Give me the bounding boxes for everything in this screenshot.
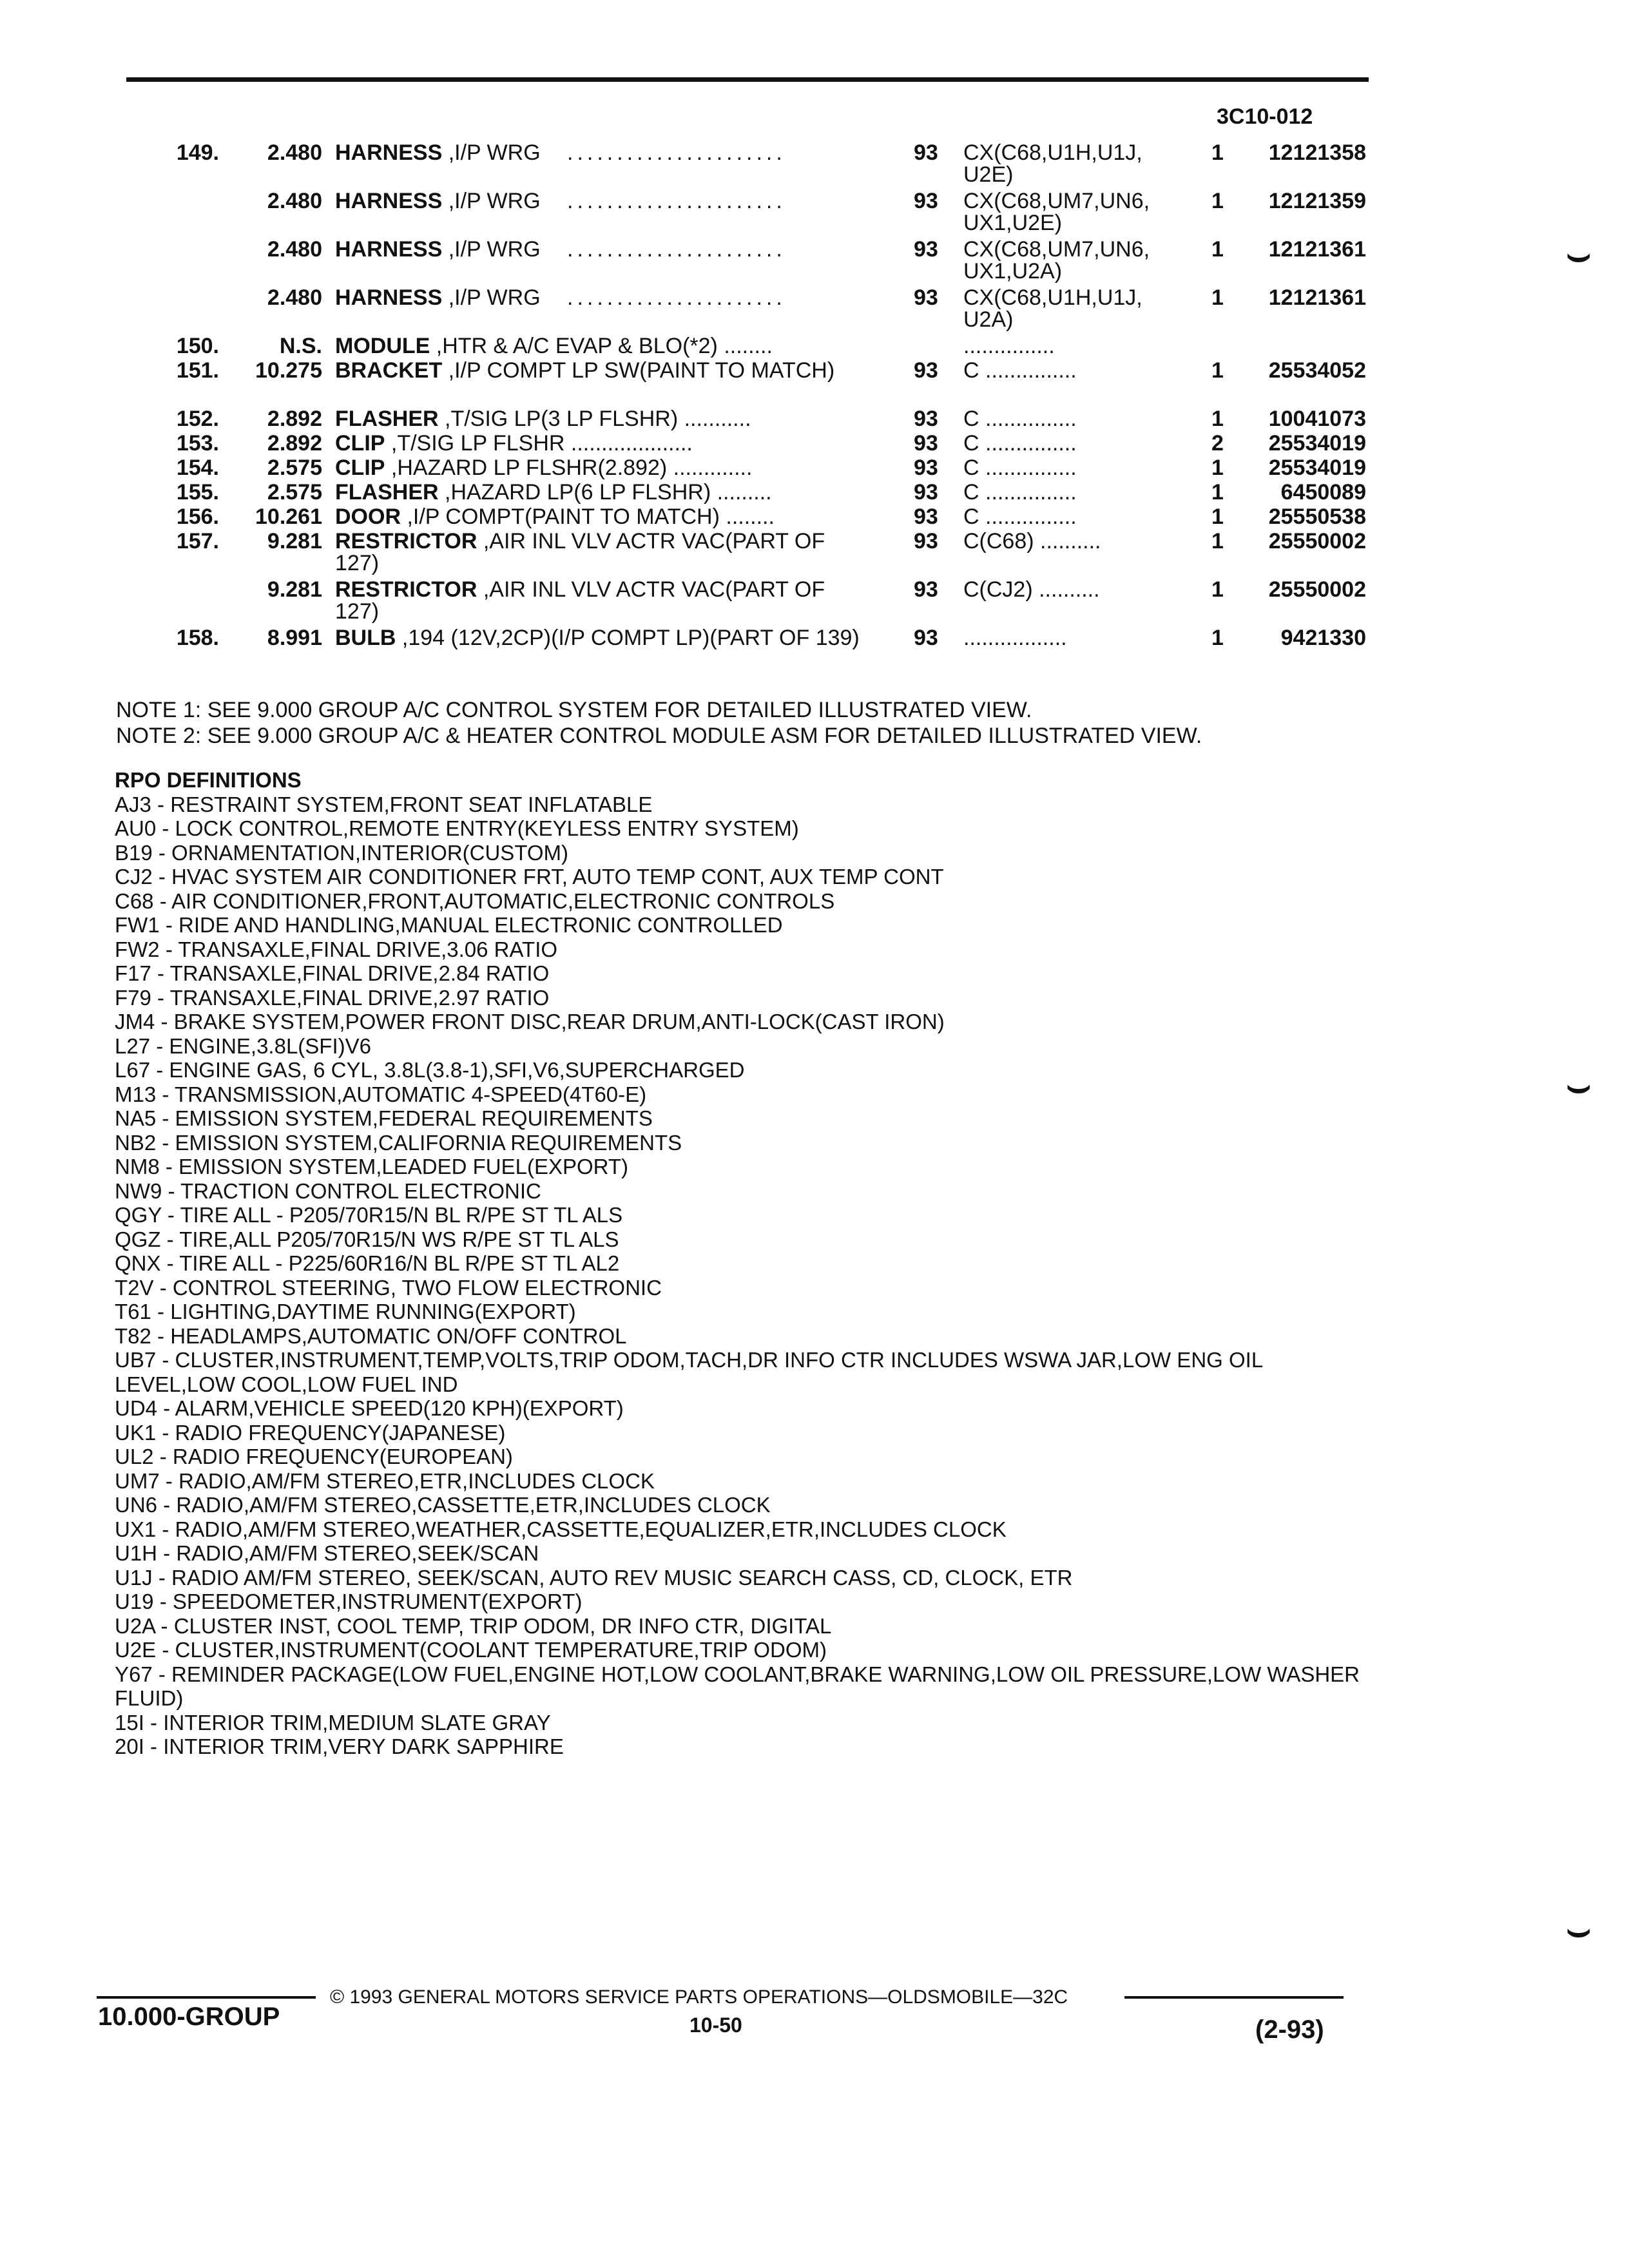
part-detail: ,HAZARD LP(6 LP FLSHR) ......... — [438, 480, 772, 505]
part-detail: ,I/P WRG — [442, 285, 541, 310]
rpo-item: Y67 - REMINDER PACKAGE(LOW FUEL,ENGINE HOT,LOW COOLANT,BRAKE WARNING,LOW OIL PRESSURE,LOW WASHER FLUID) — [115, 1662, 1360, 1710]
ref-number: 154. — [176, 456, 219, 480]
rpo-item: FW1 - RIDE AND HANDLING,MANUAL ELECTRONIC CONTROLLED — [115, 913, 783, 937]
part-detail: ,I/P WRG — [442, 189, 541, 213]
part-number: 10041073 — [1268, 407, 1366, 431]
rpo-item: QGZ - TIRE,ALL P205/70R15/N WS R/PE ST TL ALS — [115, 1227, 619, 1251]
usage-code: C ............... — [963, 431, 1077, 456]
rpo-item: UB7 - CLUSTER,INSTRUMENT,TEMP,VOLTS,TRIP ODOM,TACH,DR INFO CTR INCLUDES WSWA JAR,LOW ENG OIL LEVEL,LOW COOL,LOW FUEL IND — [115, 1348, 1262, 1396]
rpo-item: FW2 - TRANSAXLE,FINAL DRIVE,3.06 RATIO — [115, 937, 558, 961]
footer-group: 10.000-GROUP — [98, 2003, 280, 2031]
rpo-item: UL2 - RADIO FREQUENCY(EUROPEAN) — [115, 1445, 513, 1468]
part-row — [0, 579, 1629, 627]
model-year: 93 — [914, 505, 938, 529]
rpo-item: F79 - TRANSAXLE,FINAL DRIVE,2.97 RATIO — [115, 985, 550, 1010]
ref-number: 149. — [176, 140, 219, 165]
part-row — [0, 190, 1629, 238]
rpo-item: U19 - SPEEDOMETER,INSTRUMENT(EXPORT) — [115, 1590, 583, 1613]
quantity: 1 — [1211, 505, 1224, 529]
part-name: MODULE — [335, 334, 430, 358]
group-number: 2.575 — [267, 456, 322, 480]
rpo-item: NB2 - EMISSION SYSTEM,CALIFORNIA REQUIREMENTS — [115, 1130, 682, 1155]
part-name: RESTRICTOR — [335, 529, 477, 553]
group-number: 2.892 — [267, 431, 322, 456]
quantity: 1 — [1211, 140, 1224, 165]
usage-code: ................. — [963, 626, 1067, 650]
part-description — [335, 335, 863, 357]
rpo-item: T2V - CONTROL STEERING, TWO FLOW ELECTRONIC — [115, 1275, 662, 1300]
group-number: 8.991 — [267, 626, 322, 650]
rpo-item: NM8 - EMISSION SYSTEM,LEADED FUEL(EXPORT) — [115, 1155, 629, 1178]
notes-section — [116, 697, 1202, 749]
part-name: HARNESS — [335, 140, 443, 165]
part-name: BRACKET — [335, 358, 443, 383]
part-detail: ,I/P COMPT LP SW(PAINT TO MATCH) — [442, 358, 835, 383]
model-year: 93 — [914, 285, 938, 310]
part-detail: ,HTR & A/C EVAP & BLO(*2) ........ — [430, 334, 773, 358]
page-code: 3C10-012 — [1217, 104, 1313, 129]
model-year: 93 — [914, 140, 938, 165]
model-year: 93 — [914, 480, 938, 505]
rpo-item: 20I - INTERIOR TRIM,VERY DARK SAPPHIRE — [115, 1735, 564, 1758]
part-name: HARNESS — [335, 237, 443, 262]
model-year: 93 — [914, 626, 938, 650]
part-detail: ,I/P WRG — [442, 237, 541, 262]
quantity: 1 — [1211, 407, 1224, 431]
rpo-item: T82 - HEADLAMPS,AUTOMATIC ON/OFF CONTROL — [115, 1323, 627, 1348]
part-row — [0, 408, 1629, 432]
part-description — [335, 481, 863, 503]
part-row — [0, 457, 1629, 481]
punch-mark: ⌣ — [1566, 1908, 1592, 1951]
rpo-item: UK1 - RADIO FREQUENCY(JAPANESE) — [115, 1420, 506, 1445]
rpo-item: UN6 - RADIO,AM/FM STEREO,CASSETTE,ETR,INCLUDES CLOCK — [115, 1493, 771, 1517]
ref-number: 158. — [176, 626, 219, 650]
rpo-item: UX1 - RADIO,AM/FM STEREO,WEATHER,CASSETTE,EQUALIZER,ETR,INCLUDES CLOCK — [115, 1517, 1007, 1541]
ref-number: 150. — [176, 334, 219, 358]
part-description — [335, 408, 863, 430]
note-1: NOTE 1: SEE 9.000 GROUP A/C CONTROL SYSTEM FOR DETAILED ILLUSTRATED VIEW. — [116, 698, 1032, 722]
note-2: NOTE 2: SEE 9.000 GROUP A/C & HEATER CONTROL MODULE ASM FOR DETAILED ILLUSTRATED VIEW. — [116, 724, 1202, 748]
rpo-item: CJ2 - HVAC SYSTEM AIR CONDITIONER FRT, AUTO TEMP CONT, AUX TEMP CONT — [115, 865, 944, 889]
part-row — [0, 287, 1629, 335]
punch-mark: ⌣ — [1566, 233, 1592, 276]
part-number: 12121358 — [1268, 140, 1366, 165]
group-number: 9.281 — [267, 529, 322, 553]
usage-code: C ............... — [963, 456, 1077, 480]
model-year: 93 — [914, 577, 938, 602]
part-name: FLASHER — [335, 407, 439, 431]
part-name: HARNESS — [335, 189, 443, 213]
part-detail: ,194 (12V,2CP)(I/P COMPT LP)(PART OF 139) — [396, 626, 860, 650]
punch-mark: ⌣ — [1566, 1064, 1592, 1107]
quantity: 1 — [1211, 529, 1224, 553]
usage-code: CX(C68,UM7,UN6, UX1,U2E) — [963, 189, 1150, 235]
rpo-item: U1H - RADIO,AM/FM STEREO,SEEK/SCAN — [115, 1541, 539, 1565]
part-name: RESTRICTOR — [335, 577, 477, 602]
model-year: 93 — [914, 189, 938, 213]
rpo-item: T61 - LIGHTING,DAYTIME RUNNING(EXPORT) — [115, 1300, 576, 1323]
part-name: CLIP — [335, 431, 385, 456]
ref-number: 156. — [176, 505, 219, 529]
part-row — [0, 238, 1629, 287]
part-number: 25534052 — [1268, 358, 1366, 383]
group-number: 2.892 — [267, 407, 322, 431]
part-description — [335, 506, 863, 528]
part-description — [335, 360, 863, 381]
part-detail: ,T/SIG LP FLSHR .................... — [385, 431, 693, 456]
part-name: DOOR — [335, 505, 401, 529]
usage-code: CX(C68,UM7,UN6, UX1,U2A) — [963, 237, 1150, 284]
rpo-item: L67 - ENGINE GAS, 6 CYL, 3.8L(3.8-1),SFI,V6,SUPERCHARGED — [115, 1058, 745, 1082]
group-number: 2.480 — [267, 189, 322, 213]
rpo-list — [115, 793, 1365, 1759]
part-row — [0, 506, 1629, 530]
part-number: 9421330 — [1280, 626, 1366, 650]
quantity: 1 — [1211, 626, 1224, 650]
rpo-item: QNX - TIRE ALL - P225/60R16/N BL R/PE ST TL AL2 — [115, 1251, 620, 1275]
rpo-item: UD4 - ALARM,VEHICLE SPEED(120 KPH)(EXPORT) — [115, 1396, 624, 1420]
quantity: 1 — [1211, 189, 1224, 213]
quantity: 1 — [1211, 237, 1224, 262]
part-row — [0, 335, 1629, 360]
rpo-item: QGY - TIRE ALL - P205/70R15/N BL R/PE ST TL ALS — [115, 1203, 623, 1227]
part-detail: ,AIR INL VLV ACTR VAC(PART OF 127) — [335, 529, 825, 575]
part-number: 25534019 — [1268, 431, 1366, 456]
part-description — [335, 457, 863, 479]
model-year: 93 — [914, 529, 938, 553]
usage-code: C(CJ2) .......... — [963, 577, 1100, 602]
part-name: HARNESS — [335, 285, 443, 310]
quantity: 1 — [1211, 577, 1224, 602]
usage-code: CX(C68,U1H,U1J, U2A) — [963, 285, 1142, 332]
rpo-heading: RPO DEFINITIONS — [115, 768, 302, 792]
leader-dots: ...................... — [567, 238, 786, 260]
part-row — [0, 432, 1629, 457]
group-number: 2.480 — [267, 140, 322, 165]
leader-dots: ...................... — [567, 142, 786, 164]
ref-number: 151. — [176, 358, 219, 383]
rpo-item: AJ3 - RESTRAINT SYSTEM,FRONT SEAT INFLATABLE — [115, 792, 653, 816]
footer-rule — [1124, 1996, 1344, 1999]
rpo-item: F17 - TRANSAXLE,FINAL DRIVE,2.84 RATIO — [115, 961, 550, 985]
rpo-item: NA5 - EMISSION SYSTEM,FEDERAL REQUIREMENTS — [115, 1106, 653, 1130]
rpo-item: UM7 - RADIO,AM/FM STEREO,ETR,INCLUDES CLOCK — [115, 1468, 655, 1493]
part-description — [335, 627, 863, 649]
group-number: 9.281 — [267, 577, 322, 602]
rpo-item: C68 - AIR CONDITIONER,FRONT,AUTOMATIC,ELECTRONIC CONTROLS — [115, 889, 835, 913]
model-year: 93 — [914, 407, 938, 431]
footer-page-number: 10-50 — [689, 2013, 742, 2037]
part-number: 12121359 — [1268, 189, 1366, 213]
part-name: BULB — [335, 626, 396, 650]
top-rule — [126, 77, 1369, 82]
footer-copyright: © 1993 GENERAL MOTORS SERVICE PARTS OPERATIONS—OLDSMOBILE—32C — [330, 1986, 1068, 2008]
model-year: 93 — [914, 456, 938, 480]
part-row — [0, 142, 1629, 190]
part-description — [335, 579, 863, 622]
group-number: 2.480 — [267, 285, 322, 310]
rpo-item: AU0 - LOCK CONTROL,REMOTE ENTRY(KEYLESS ENTRY SYSTEM) — [115, 816, 799, 840]
part-row — [0, 481, 1629, 506]
usage-code: C ............... — [963, 505, 1077, 529]
ref-number: 152. — [176, 407, 219, 431]
quantity: 2 — [1211, 431, 1224, 456]
part-number: 25534019 — [1268, 456, 1366, 480]
footer-date: (2-93) — [1255, 2015, 1324, 2044]
model-year: 93 — [914, 431, 938, 456]
footer-rule — [97, 1996, 316, 1999]
rpo-item: JM4 - BRAKE SYSTEM,POWER FRONT DISC,REAR DRUM,ANTI-LOCK(CAST IRON) — [115, 1010, 945, 1033]
usage-code: CX(C68,U1H,U1J, U2E) — [963, 140, 1142, 187]
part-number: 25550538 — [1268, 505, 1366, 529]
part-detail: ,I/P COMPT(PAINT TO MATCH) ........ — [401, 505, 775, 529]
rpo-item: M13 - TRANSMISSION,AUTOMATIC 4-SPEED(4T60-E) — [115, 1082, 647, 1106]
part-description — [335, 432, 863, 454]
usage-code: ............... — [963, 334, 1055, 358]
model-year: 93 — [914, 237, 938, 262]
part-name: FLASHER — [335, 480, 439, 505]
rpo-item: NW9 - TRACTION CONTROL ELECTRONIC — [115, 1178, 541, 1203]
group-number: N.S. — [279, 334, 322, 358]
group-number: 10.261 — [255, 505, 322, 529]
group-number: 2.575 — [267, 480, 322, 505]
ref-number: 153. — [176, 431, 219, 456]
part-name: CLIP — [335, 456, 385, 480]
quantity: 1 — [1211, 358, 1224, 383]
part-detail: ,I/P WRG — [442, 140, 541, 165]
ref-number: 155. — [176, 480, 219, 505]
part-row — [0, 530, 1629, 579]
group-number: 10.275 — [255, 358, 322, 383]
rpo-item: 15I - INTERIOR TRIM,MEDIUM SLATE GRAY — [115, 1710, 551, 1735]
rpo-definitions — [115, 768, 1365, 1759]
quantity: 1 — [1211, 480, 1224, 505]
rpo-item: B19 - ORNAMENTATION,INTERIOR(CUSTOM) — [115, 840, 569, 865]
part-number: 6450089 — [1280, 480, 1366, 505]
part-detail: ,AIR INL VLV ACTR VAC(PART OF 127) — [335, 577, 825, 624]
part-number: 12121361 — [1268, 285, 1366, 310]
rpo-item: U1J - RADIO AM/FM STEREO, SEEK/SCAN, AUTO REV MUSIC SEARCH CASS, CD, CLOCK, ETR — [115, 1565, 1073, 1590]
part-number: 12121361 — [1268, 237, 1366, 262]
part-detail: ,T/SIG LP(3 LP FLSHR) ........... — [438, 407, 751, 431]
part-description — [335, 530, 863, 574]
usage-code: C ............... — [963, 358, 1077, 383]
quantity: 1 — [1211, 285, 1224, 310]
model-year: 93 — [914, 358, 938, 383]
usage-code: C ............... — [963, 407, 1077, 431]
usage-code: C ............... — [963, 480, 1077, 505]
rpo-item: U2E - CLUSTER,INSTRUMENT(COOLANT TEMPERATURE,TRIP ODOM) — [115, 1638, 827, 1662]
ref-number: 157. — [176, 529, 219, 553]
part-number: 25550002 — [1268, 577, 1366, 602]
parts-list — [0, 142, 1629, 675]
part-row — [0, 360, 1629, 408]
quantity: 1 — [1211, 456, 1224, 480]
rpo-item: L27 - ENGINE,3.8L(SFI)V6 — [115, 1033, 371, 1058]
part-row — [0, 627, 1629, 675]
usage-code: C(C68) .......... — [963, 529, 1101, 553]
rpo-item: U2A - CLUSTER INST, COOL TEMP, TRIP ODOM, DR INFO CTR, DIGITAL — [115, 1613, 832, 1638]
part-number: 25550002 — [1268, 529, 1366, 553]
group-number: 2.480 — [267, 237, 322, 262]
leader-dots: ...................... — [567, 287, 786, 309]
part-detail: ,HAZARD LP FLSHR(2.892) ............. — [385, 456, 753, 480]
leader-dots: ...................... — [567, 190, 786, 212]
